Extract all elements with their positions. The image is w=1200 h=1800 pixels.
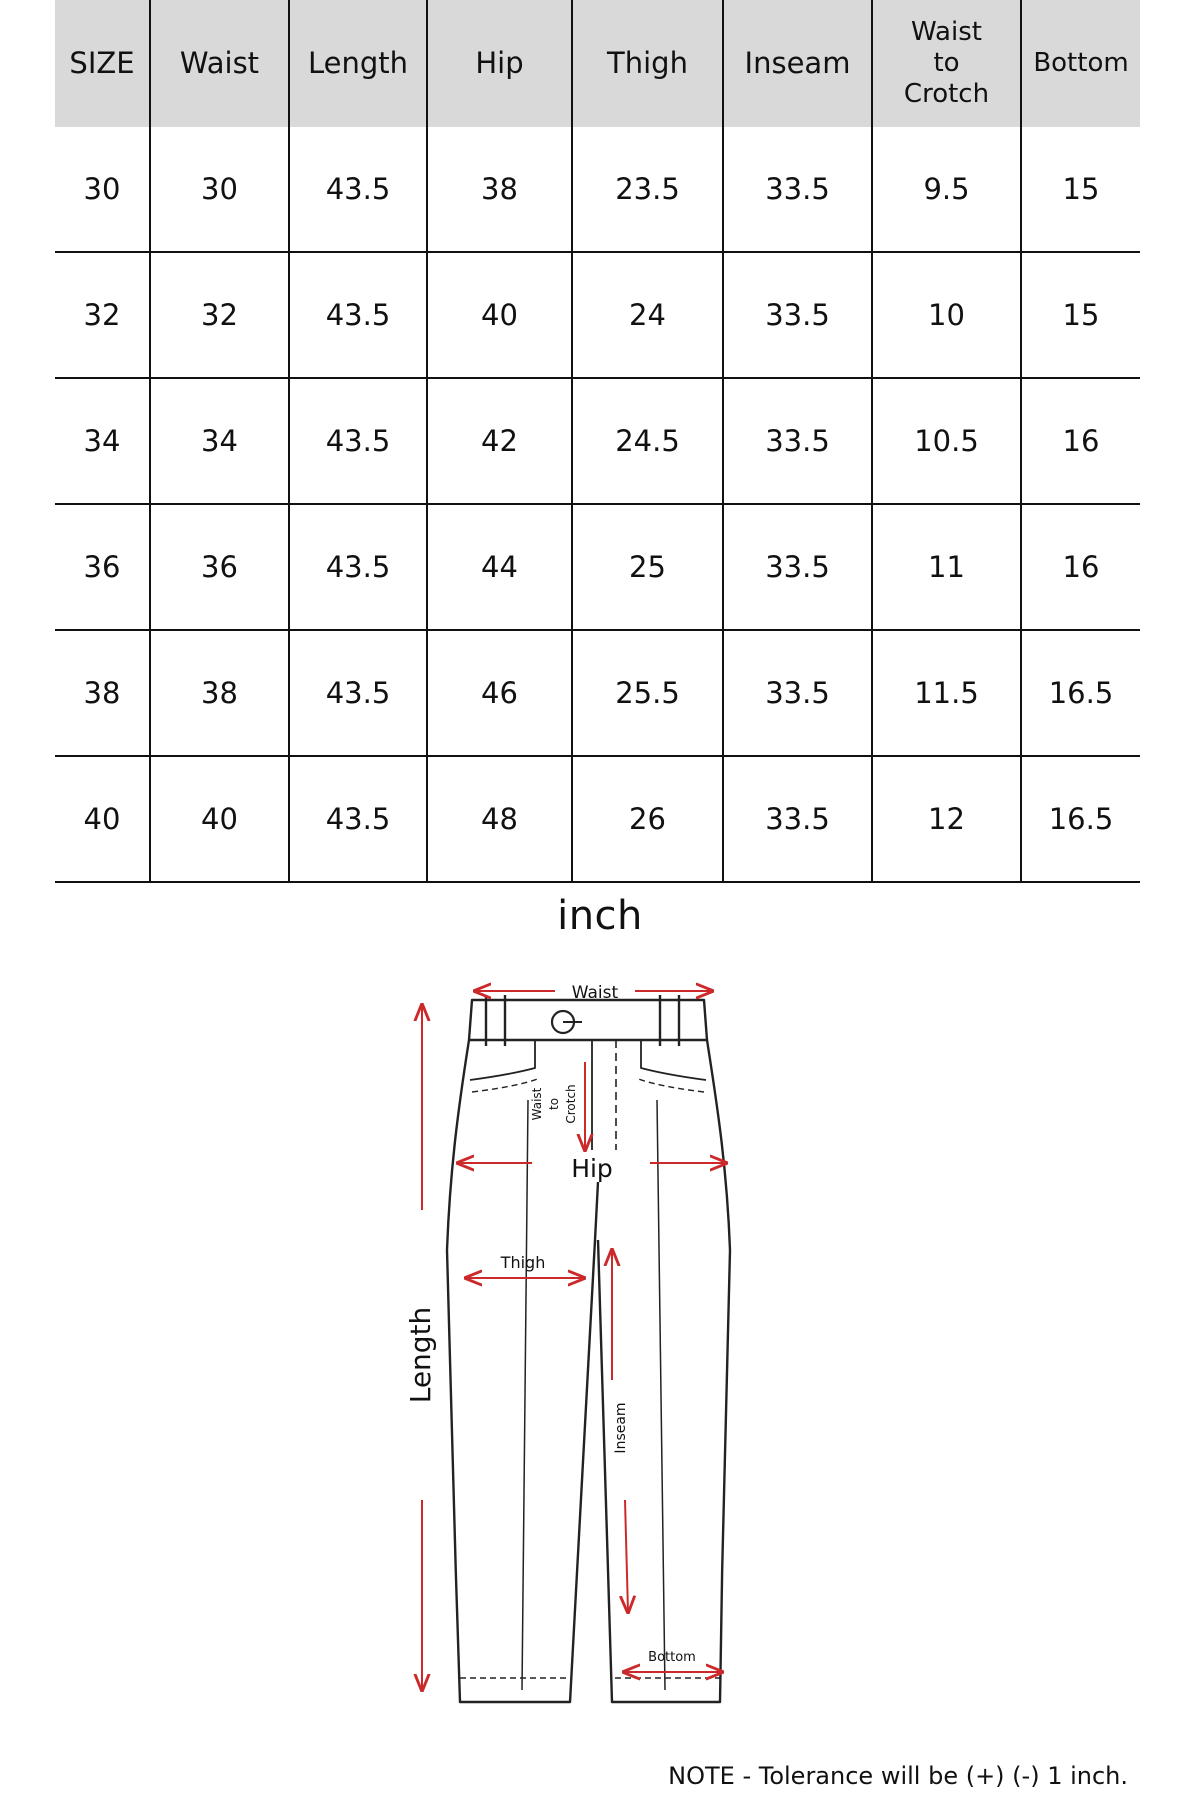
- cell-bottom: 15: [1021, 127, 1140, 252]
- header-bottom: Bottom: [1021, 0, 1140, 127]
- cell-waist-to-crotch: 9.5: [872, 127, 1021, 252]
- pants-left-leg: [447, 1040, 598, 1702]
- cell-inseam: 33.5: [723, 756, 872, 882]
- crease-right: [657, 1100, 665, 1690]
- cell-length: 43.5: [289, 127, 427, 252]
- cell-length: 43.5: [289, 630, 427, 756]
- header-waist: Waist: [150, 0, 289, 127]
- thigh-label: Thigh: [500, 1253, 546, 1272]
- cell-hip: 44: [427, 504, 572, 630]
- cell-hip: 48: [427, 756, 572, 882]
- header-waist-to-crotch-line3: Crotch: [903, 79, 990, 110]
- pants-outline: [447, 995, 730, 1702]
- cell-inseam: 33.5: [723, 127, 872, 252]
- table-row: [55, 756, 1140, 882]
- measurement-arrows: [422, 991, 726, 1690]
- waist-to-crotch-label-line3: Crotch: [564, 1084, 578, 1124]
- cell-thigh: 24: [572, 252, 723, 378]
- waist-label: Waist: [571, 983, 619, 1003]
- inseam-label: Inseam: [613, 1402, 629, 1454]
- cell-waist: 34: [150, 378, 289, 504]
- cell-bottom: 15: [1021, 252, 1140, 378]
- cell-hip: 46: [427, 630, 572, 756]
- header-waist-to-crotch: [872, 0, 1021, 127]
- cell-bottom: 16.5: [1021, 756, 1140, 882]
- unit-label: inch: [557, 893, 643, 939]
- cell-waist: 38: [150, 630, 289, 756]
- crease-left: [522, 1100, 528, 1690]
- cell-hip: 42: [427, 378, 572, 504]
- cell-size: 40: [55, 756, 150, 882]
- cell-waist: 40: [150, 756, 289, 882]
- cell-hip: 40: [427, 252, 572, 378]
- cell-waist-to-crotch: 11.5: [872, 630, 1021, 756]
- belt-loop-right: [660, 995, 679, 1046]
- cell-length: 43.5: [289, 378, 427, 504]
- pocket-right-stitch: [636, 1078, 704, 1092]
- cell-thigh: 24.5: [572, 378, 723, 504]
- pocket-left: [470, 1040, 535, 1080]
- cell-bottom: 16: [1021, 504, 1140, 630]
- waist-button-icon: [552, 1011, 574, 1033]
- table-row: [55, 630, 1140, 756]
- header-length: Length: [289, 0, 427, 127]
- cell-thigh: 23.5: [572, 127, 723, 252]
- waist-to-crotch-label: [530, 1084, 578, 1123]
- cell-inseam: 33.5: [723, 252, 872, 378]
- table-header-row: [55, 0, 1140, 127]
- cell-waist-to-crotch: 10.5: [872, 378, 1021, 504]
- pocket-right: [641, 1040, 706, 1080]
- hip-label: Hip: [571, 1154, 613, 1183]
- cell-size: 30: [55, 127, 150, 252]
- inseam-arrow-bottom: [625, 1500, 628, 1612]
- belt-loop-left: [486, 995, 505, 1046]
- cell-waist: 30: [150, 127, 289, 252]
- cell-waist-to-crotch: 12: [872, 756, 1021, 882]
- cell-length: 43.5: [289, 504, 427, 630]
- table-row: [55, 378, 1140, 504]
- waist-to-crotch-label-line2: to: [547, 1097, 561, 1111]
- table-row: [55, 504, 1140, 630]
- table-row: [55, 252, 1140, 378]
- pants-right-leg: [598, 1040, 730, 1702]
- cell-size: 38: [55, 630, 150, 756]
- cell-thigh: 25: [572, 504, 723, 630]
- pocket-left-stitch: [472, 1078, 540, 1092]
- waist-to-crotch-label-line1: Waist: [530, 1087, 544, 1121]
- bottom-label: Bottom: [648, 1650, 696, 1665]
- size-chart-table: [55, 0, 1140, 883]
- cell-waist-to-crotch: 10: [872, 252, 1021, 378]
- header-inseam: Inseam: [723, 0, 872, 127]
- cell-bottom: 16: [1021, 378, 1140, 504]
- length-label: Length: [404, 1306, 437, 1404]
- cell-bottom: 16.5: [1021, 630, 1140, 756]
- cell-size: 34: [55, 378, 150, 504]
- cell-waist: 36: [150, 504, 289, 630]
- header-waist-to-crotch-line2: to: [933, 47, 960, 78]
- cell-thigh: 26: [572, 756, 723, 882]
- cell-hip: 38: [427, 127, 572, 252]
- pants-waistband: [469, 1000, 707, 1040]
- tolerance-note: NOTE - Tolerance will be (+) (-) 1 inch.: [668, 1762, 1128, 1790]
- cell-waist-to-crotch: 11: [872, 504, 1021, 630]
- cell-length: 43.5: [289, 756, 427, 882]
- cell-waist: 32: [150, 252, 289, 378]
- header-hip: Hip: [427, 0, 572, 127]
- cell-inseam: 33.5: [723, 504, 872, 630]
- table-row: [55, 127, 1140, 252]
- header-thigh: Thigh: [572, 0, 723, 127]
- header-waist-to-crotch-line1: Waist: [911, 16, 982, 47]
- cell-inseam: 33.5: [723, 630, 872, 756]
- cell-inseam: 33.5: [723, 378, 872, 504]
- cell-size: 36: [55, 504, 150, 630]
- header-size: SIZE: [55, 0, 150, 127]
- cell-size: 32: [55, 252, 150, 378]
- cell-thigh: 25.5: [572, 630, 723, 756]
- cell-length: 43.5: [289, 252, 427, 378]
